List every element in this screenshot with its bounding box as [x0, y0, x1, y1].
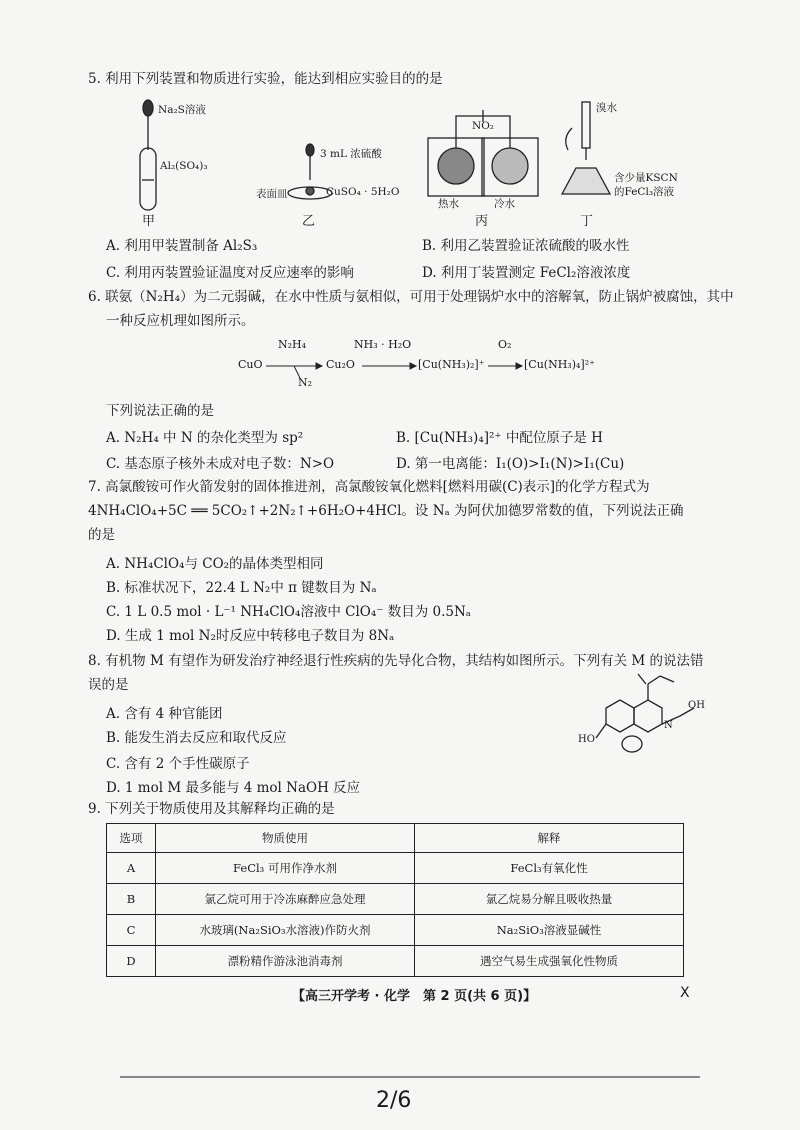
- q5-option-a: A. 利用甲装置制备 Al₂S₃: [106, 238, 258, 254]
- bing-gas-label: NO₂: [472, 120, 495, 132]
- table-cell: 漂粉精作游泳池消毒剂: [156, 946, 415, 977]
- q6-option-d: D. 第一电离能：I₁(O)>I₁(N)>I₁(Cu): [396, 456, 625, 472]
- q8-structure-figure: [576, 668, 706, 768]
- table-header-cell: 解释: [415, 824, 684, 853]
- q8-option-b: B. 能发生消去反应和取代反应: [106, 730, 287, 746]
- table-row: [107, 946, 684, 977]
- table-cell: 氯乙烷可用于冷冻麻醉应急处理: [156, 884, 415, 915]
- q5-option-d: D. 利用丁装置测定 FeCl₂溶液浓度: [422, 265, 631, 281]
- q9-stem: 9. 下列关于物质使用及其解释均正确的是: [88, 801, 335, 817]
- yi-solid-label: CuSO₄ · 5H₂O: [326, 186, 400, 198]
- bottom-divider: [120, 1076, 700, 1078]
- table-header-row: [107, 824, 684, 853]
- footer-mark: X: [680, 985, 690, 1001]
- q6-reaction-scheme: [238, 330, 608, 390]
- bing-cold-label: 冷水: [494, 198, 515, 210]
- q5-apparatus-figures: [120, 98, 690, 228]
- ding-note2: 的FeCl₃溶液: [614, 186, 675, 198]
- q5-option-c: C. 利用丙装置验证温度对反应速率的影响: [106, 265, 354, 281]
- scheme-cu2o: Cu₂O: [326, 358, 355, 371]
- q8-option-a: A. 含有 4 种官能团: [106, 706, 223, 722]
- yi-dish-label: 表面皿: [256, 188, 288, 200]
- q7-option-d: D. 生成 1 mol N₂时反应中转移电子数目为 8Nₐ: [106, 628, 395, 644]
- bing-caption: 丙: [475, 214, 489, 229]
- page-footer: 【高三开学考 · 化学 第 2 页(共 6 页)】: [292, 989, 537, 1004]
- ding-note1: 含少量KSCN: [614, 172, 678, 184]
- page-indicator: 2/6: [376, 1088, 412, 1113]
- q7-stem-line2: 4NH₄ClO₄+5C ══ 5CO₂↑+2N₂↑+6H₂O+4HCl。设 Nₐ 为阿伏加德罗常数的值，下列说法正确: [88, 503, 684, 519]
- scheme-cu-nh3-4: [Cu(NH₃)₄]²⁺: [524, 358, 595, 371]
- q8-option-d: D. 1 mol M 最多能与 4 mol NaOH 反应: [106, 780, 361, 796]
- structure-n: N: [664, 720, 673, 731]
- bing-hot-label: 热水: [438, 198, 459, 210]
- jia-reagent-label: Na₂S溶液: [158, 104, 206, 116]
- molecule-structure-icon: [576, 668, 706, 768]
- scheme-cu-nh3-2: [Cu(NH₃)₂]⁺: [418, 358, 485, 371]
- structure-ho: HO: [578, 734, 595, 745]
- table-cell: B: [107, 884, 156, 915]
- structure-oh: OH: [688, 700, 705, 711]
- q5-stem: 5. 利用下列装置和物质进行实验，能达到相应实验目的的是: [88, 71, 443, 87]
- q8-stem-line2: 误的是: [88, 677, 129, 693]
- q7-stem-line3: 的是: [88, 527, 115, 543]
- q6-option-b: B. [Cu(NH₃)₄]²⁺ 中配位原子是 H: [396, 430, 603, 446]
- q5-option-b: B. 利用乙装置验证浓硫酸的吸水性: [422, 238, 630, 254]
- table-row: [107, 884, 684, 915]
- ding-caption: 丁: [580, 214, 594, 229]
- q6-stem-line2: 一种反应机理如图所示。: [106, 313, 255, 329]
- q8-option-c: C. 含有 2 个手性碳原子: [106, 756, 250, 772]
- table-cell: Na₂SiO₃溶液显碱性: [415, 915, 684, 946]
- table-cell: A: [107, 853, 156, 884]
- apparatus-jia: [140, 100, 156, 210]
- table-cell: 水玻璃(Na₂SiO₃水溶液)作防火剂: [156, 915, 415, 946]
- q6-prompt: 下列说法正确的是: [106, 403, 214, 419]
- yi-caption: 乙: [302, 214, 316, 229]
- table-cell: FeCl₃有氧化性: [415, 853, 684, 884]
- jia-solid-label: Al₂(SO₄)₃: [160, 160, 208, 172]
- q7-option-b: B. 标准状况下，22.4 L N₂中 π 键数目为 Nₐ: [106, 580, 377, 596]
- table-row: [107, 915, 684, 946]
- ding-reagent-label: 溴水: [596, 102, 617, 114]
- q9-table: [106, 823, 684, 977]
- apparatus-ding: [562, 102, 610, 194]
- scheme-n2h4: N₂H₄: [278, 338, 307, 351]
- table-cell: D: [107, 946, 156, 977]
- table-cell: FeCl₃ 可用作净水剂: [156, 853, 415, 884]
- scheme-nh3h2o: NH₃ · H₂O: [354, 338, 412, 351]
- q6-option-a: A. N₂H₄ 中 N 的杂化类型为 sp²: [106, 430, 304, 446]
- q7-stem-line1: 7. 高氯酸铵可作火箭发射的固体推进剂，高氯酸铵氧化燃料[燃料用碳(C)表示]的化学方程式为: [88, 479, 650, 495]
- yi-reagent-label: 3 mL 浓硫酸: [320, 148, 382, 160]
- q6-stem-line1: 6. 联氨（N₂H₄）为二元弱碱，在水中性质与氨相似，可用于处理锅炉水中的溶解氧，防止锅炉被腐蚀，其中: [88, 289, 734, 305]
- table-cell: 氯乙烷易分解且吸收热量: [415, 884, 684, 915]
- scheme-cuo: CuO: [238, 358, 263, 371]
- table-header-cell: 选项: [107, 824, 156, 853]
- table-row: [107, 853, 684, 884]
- table-header-cell: 物质使用: [156, 824, 415, 853]
- q6-option-c: C. 基态原子核外未成对电子数：N>O: [106, 456, 335, 472]
- scheme-o2: O₂: [498, 338, 512, 351]
- scheme-n2: N₂: [298, 376, 313, 389]
- table-cell: C: [107, 915, 156, 946]
- q8-stem-line1: 8. 有机物 M 有望作为研发治疗神经退行性疾病的先导化合物，其结构如图所示。下列有关 M 的说法错: [88, 653, 704, 669]
- table-cell: 遇空气易生成强氧化性物质: [415, 946, 684, 977]
- jia-caption: 甲: [142, 214, 156, 229]
- q7-option-c: C. 1 L 0.5 mol · L⁻¹ NH₄ClO₄溶液中 ClO₄⁻ 数目为 0.5Nₐ: [106, 604, 471, 620]
- q7-option-a: A. NH₄ClO₄与 CO₂的晶体类型相同: [106, 556, 324, 572]
